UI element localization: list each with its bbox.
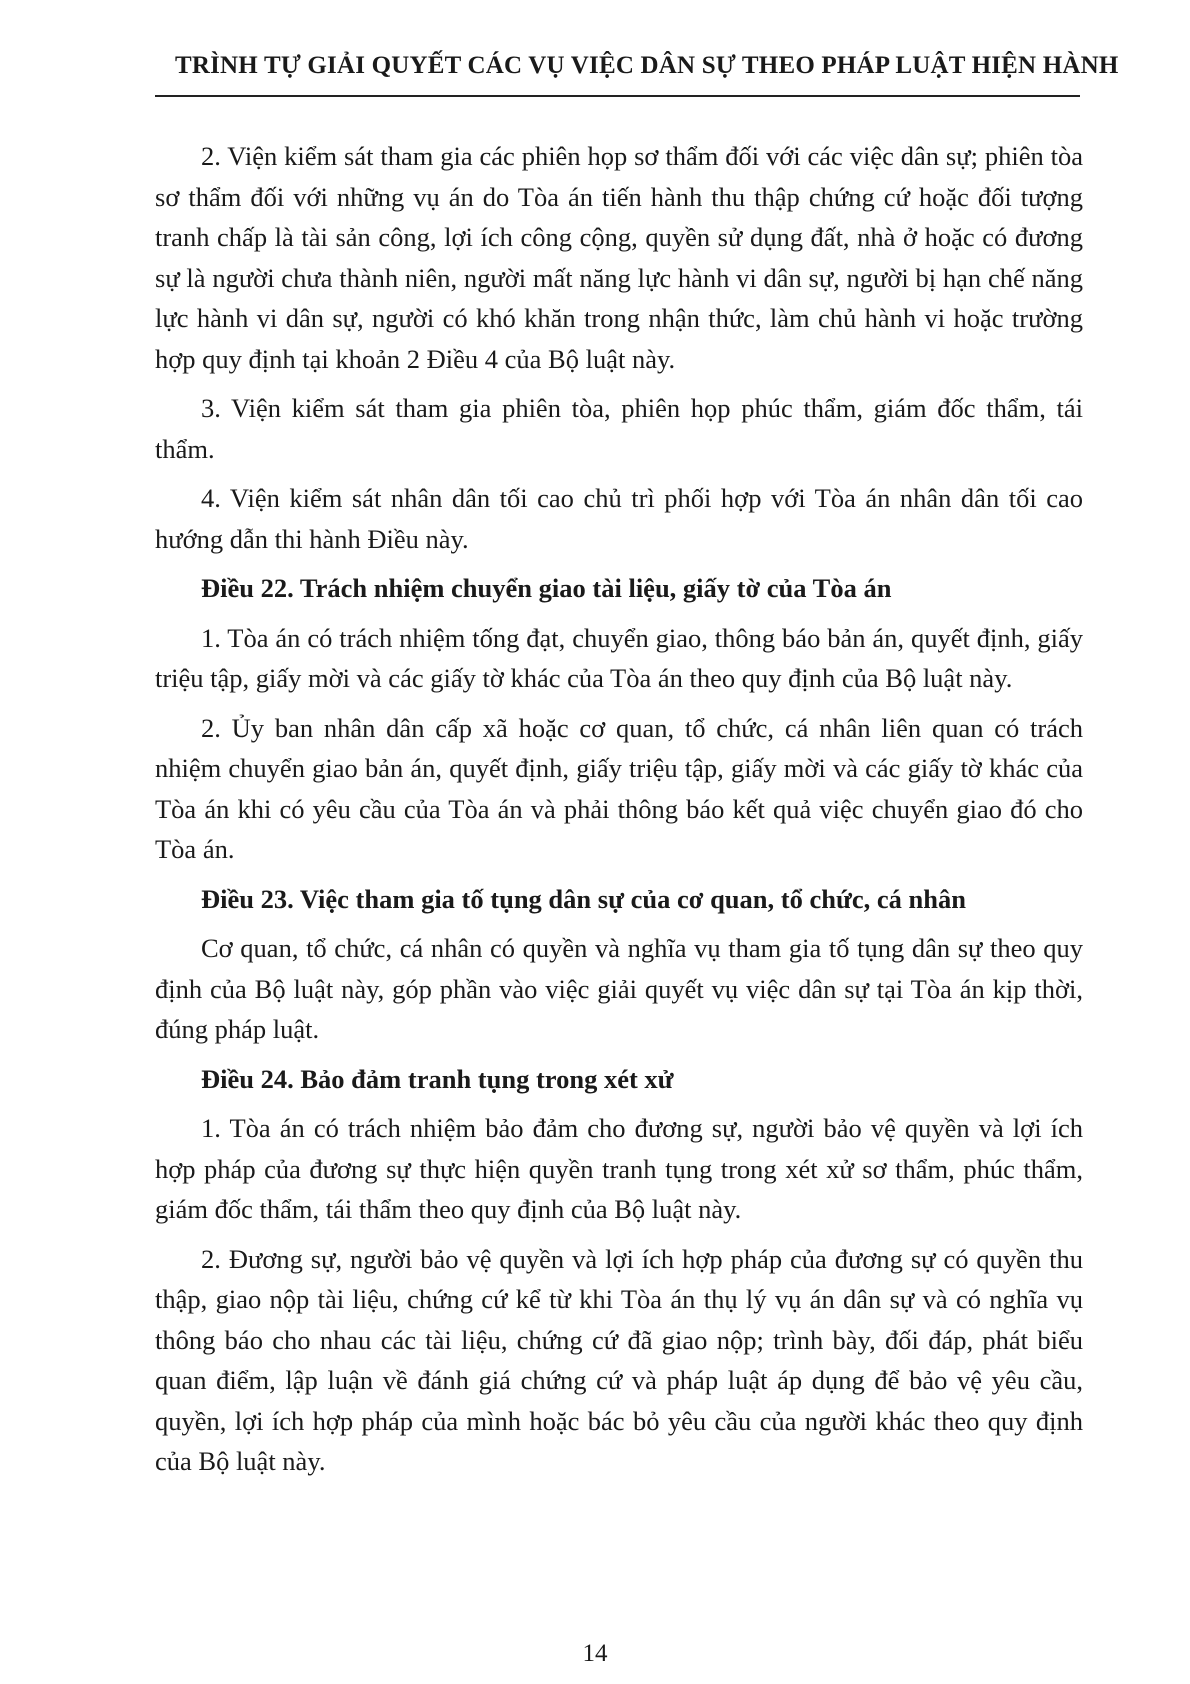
body-text: [155, 136, 1083, 1491]
paragraph: 1. Tòa án có trách nhiệm tống đạt, chuyển giao, thông báo bản án, quyết định, giấy triệu tập, giấy mời và các giấy tờ khác của Tòa án theo quy định của Bộ luật này.: [155, 622, 1083, 693]
paragraph: Cơ quan, tổ chức, cá nhân có quyền và nghĩa vụ tham gia tố tụng dân sự theo quy định của Bộ luật này, góp phần vào việc giải quyết vụ việc dân sự tại Tòa án kịp thời, đúng pháp luật.: [155, 933, 1083, 1044]
article-heading-23: Điều 23. Việc tham gia tố tụng dân sự của cơ quan, tổ chức, cá nhân: [201, 883, 966, 914]
paragraph: 2. Ủy ban nhân dân cấp xã hoặc cơ quan, tổ chức, cá nhân liên quan có trách nhiệm chuyển giao bản án, quyết định, giấy triệu tập, giấy mời và các giấy tờ khác của Tòa án khi có yêu cầu của Tòa án và phải thông báo kết quả việc chuyển giao đó cho Tòa án.: [155, 712, 1083, 864]
paragraph: 2. Đương sự, người bảo vệ quyền và lợi ích hợp pháp của đương sự có quyền thu thập, giao nộp tài liệu, chứng cứ kể từ khi Tòa án thụ lý vụ án dân sự và có nghĩa vụ thông báo cho nhau các tài liệu, chứng cứ đã giao nộp; trình bày, đối đáp, phát biểu quan điểm, lập luận về đánh giá chứng cứ và pháp luật áp dụng để bảo vệ yêu cầu, quyền, lợi ích hợp pháp của mình hoặc bác bỏ yêu cầu của người khác theo quy định của Bộ luật này.: [155, 1243, 1083, 1476]
running-header: TRÌNH TỰ GIẢI QUYẾT CÁC VỤ VIỆC DÂN SỰ THEO PHÁP LUẬT HIỆN HÀNH: [175, 52, 1119, 79]
paragraph: 4. Viện kiểm sát nhân dân tối cao chủ trì phối hợp với Tòa án nhân dân tối cao hướng dẫn thi hành Điều này.: [155, 483, 1083, 554]
page-number: 14: [582, 1640, 608, 1667]
article-heading-22: Điều 22. Trách nhiệm chuyển giao tài liệu, giấy tờ của Tòa án: [201, 573, 892, 603]
header-rule: [155, 95, 1080, 97]
paragraph: 3. Viện kiểm sát tham gia phiên tòa, phiên họp phúc thẩm, giám đốc thẩm, tái thẩm.: [155, 393, 1083, 464]
paragraph: 2. Viện kiểm sát tham gia các phiên họp sơ thẩm đối với các việc dân sự; phiên tòa sơ thẩm đối với những vụ án do Tòa án tiến hành thu thập chứng cứ hoặc đối tượng tranh chấp là tài sản công, lợi ích công cộng, quyền sử dụng đất, nhà ở hoặc có đương sự là người chưa thành niên, người mất năng lực hành vi dân sự, người bị hạn chế năng lực hành vi dân sự, người có khó khăn trong nhận thức, làm chủ hành vi hoặc trường hợp quy định tại khoản 2 Điều 4 của Bộ luật này.: [155, 141, 1083, 374]
paragraph: 1. Tòa án có trách nhiệm bảo đảm cho đương sự, người bảo vệ quyền và lợi ích hợp pháp của đương sự thực hiện quyền tranh tụng trong xét xử sơ thẩm, phúc thẩm, giám đốc thẩm, tái thẩm theo quy định của Bộ luật này.: [155, 1113, 1083, 1224]
article-heading-24: Điều 24. Bảo đảm tranh tụng trong xét xử: [201, 1063, 674, 1094]
